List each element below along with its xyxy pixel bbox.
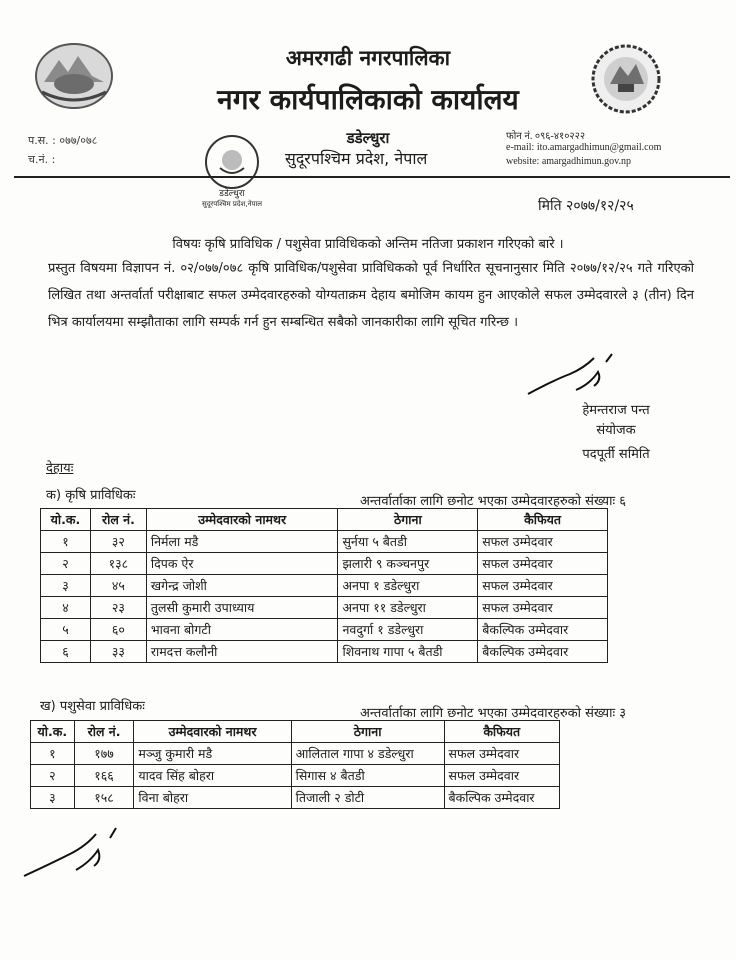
cell-serial: १ [41,531,91,553]
seal-province-text: सुदूरपश्चिम प्रदेश,नेपाल [201,200,263,208]
cell-name: तुलसी कुमारी उपाध्याय [146,597,338,619]
cell-name: मञ्जु कुमारी मडै [134,743,291,765]
cell-roll: २३ [90,597,146,619]
email-address: e-mail: ito.amargadhimun@gmail.com [506,142,662,153]
table-row [41,641,608,663]
district-name: डडेल्धुरा [346,129,390,147]
col-name: उम्मेदवारको नामथर [134,721,291,743]
cell-roll: ३२ [90,531,146,553]
section-a-table [40,508,608,663]
seal-district-text: डडेल्धुरा [219,189,245,199]
table-row [31,787,560,809]
col-roll: रोल नं. [90,509,146,531]
section-b-title: ख) पशुसेवा प्राविधिकः [40,699,145,714]
phone-number: फोन नं. ०९६-४१०२२२ [506,131,586,142]
cell-remarks: सफल उम्मेदवार [478,575,608,597]
letter-subject: विषयः कृषि प्राविधिक / पशुसेवा प्राविधिकको अन्तिम नतिजा प्रकाशन गरिएको बारे । [172,237,564,252]
col-address: ठेगाना [338,509,478,531]
office-stamp-seal [190,130,274,208]
website-address: website: amargadhimun.gov.np [506,156,631,167]
col-remarks: कैफियत [444,721,559,743]
cell-name: खगेन्द्र जोशी [146,575,338,597]
table-header-row [31,721,560,743]
cell-remarks: सफल उम्मेदवार [444,765,559,787]
signatory-name: हेमन्तराज पन्त [582,403,650,418]
cell-address: नवदुर्गा १ डडेल्धुरा [338,619,478,641]
cell-remarks: सफल उम्मेदवार [478,597,608,619]
col-address: ठेगाना [291,721,444,743]
cell-name: रामदत्त कलौनी [146,641,338,663]
cell-remarks: बैकल्पिक उम्मेदवार [478,641,608,663]
letter-date: मिति २०७७/१२/२५ [538,198,634,214]
office-name: नगर कार्यपालिकाको कार्यालय [217,83,519,116]
cell-address: सुर्नया ५ बैतडी [338,531,478,553]
cell-name: विना बोहरा [134,787,291,809]
cell-serial: ३ [31,787,75,809]
signatory-role: संयोजक [596,423,636,438]
cell-roll: ६० [90,619,146,641]
table-row [41,553,608,575]
cell-roll: १५८ [74,787,134,809]
cell-remarks: सफल उम्मेदवार [478,553,608,575]
dehay-label: देहायः [46,461,74,476]
cell-roll: १६६ [74,765,134,787]
ref-patra-sankhya: प.स. : ०७७/०७८ [28,134,98,147]
col-serial: यो.क. [41,509,91,531]
section-b-table [30,720,560,809]
cell-roll: ४५ [90,575,146,597]
cell-name: दिपक ऐर [146,553,338,575]
letter-body: प्रस्तुत विषयमा विज्ञापन नं. ०२/०७७/०७८ कृषि प्राविधिक/पशुसेवा प्राविधिकको पूर्व निर्धारित सूचनानुसार मिति २०७७/१२/२५ गते गरिएको लिखित तथा अन्तर्वार्ता परीक्षाबाट सफल उम्मेदवारहरुको योग्यताक्रम देहाय बमोजिम कायम हुन आएकोले सफल उम्मेदवारले ३ (तीन) दिन भित्र कार्यालयमा सम्झौताका लागि सम्पर्क गर्न हुन सम्बन्धित सबैको जानकारीका लागि सूचित गरिन्छ । [48,261,694,330]
col-name: उम्मेदवारको नामथर [146,509,338,531]
section-b-count: अन्तर्वार्ताका लागि छनोट भएका उम्मेदवारहरुको संख्याः ३ [360,706,626,721]
cell-remarks: बैकल्पिक उम्मेदवार [478,619,608,641]
table-row [41,619,608,641]
table-row [41,575,608,597]
table-row [31,765,560,787]
cell-serial: ५ [41,619,91,641]
cell-roll: १३८ [90,553,146,575]
section-a-count: अन्तर्वार्ताका लागि छनोट भएका उम्मेदवारहरुको संख्याः ६ [360,494,626,509]
signature-bottom [20,820,130,880]
cell-address: शिवनाथ गापा ५ बैतडी [338,641,478,663]
cell-serial: १ [31,743,75,765]
cell-address: तिजाली २ डोटी [291,787,444,809]
cell-serial: ४ [41,597,91,619]
province-name: सुदूरपश्चिम प्रदेश, नेपाल [285,149,428,168]
cell-serial: २ [31,765,75,787]
cell-roll: १७७ [74,743,134,765]
cell-address: आलिताल गापा ४ डडेल्धुरा [291,743,444,765]
cell-remarks: सफल उम्मेदवार [478,531,608,553]
cell-name: भावना बोगटी [146,619,338,641]
col-remarks: कैफियत [478,509,608,531]
signature [524,350,634,400]
cell-remarks: बैकल्पिक उम्मेदवार [444,787,559,809]
col-roll: रोल नं. [74,721,134,743]
table-header-row [41,509,608,531]
table-row [41,531,608,553]
cell-address: अनपा ११ डडेल्धुरा [338,597,478,619]
col-serial: यो.क. [31,721,75,743]
cell-remarks: सफल उम्मेदवार [444,743,559,765]
table-row [31,743,560,765]
signatory-committee: पदपूर्ती समिति [582,447,650,462]
section-a-title: क) कृषि प्राविधिकः [46,488,136,503]
cell-roll: ३३ [90,641,146,663]
cell-name: निर्मला मडै [146,531,338,553]
cell-serial: ६ [41,641,91,663]
municipality-name: अमरगढी नगरपालिका [285,46,451,70]
cell-address: सिगास ४ बैतडी [291,765,444,787]
cell-address: अनपा १ डडेल्धुरा [338,575,478,597]
header-divider [14,176,730,178]
ref-chalani-number: च.नं. : [28,153,56,166]
cell-serial: ३ [41,575,91,597]
table-row [41,597,608,619]
cell-name: यादव सिंह बोहरा [134,765,291,787]
cell-serial: २ [41,553,91,575]
cell-address: झलारी ९ कञ्चनपुर [338,553,478,575]
